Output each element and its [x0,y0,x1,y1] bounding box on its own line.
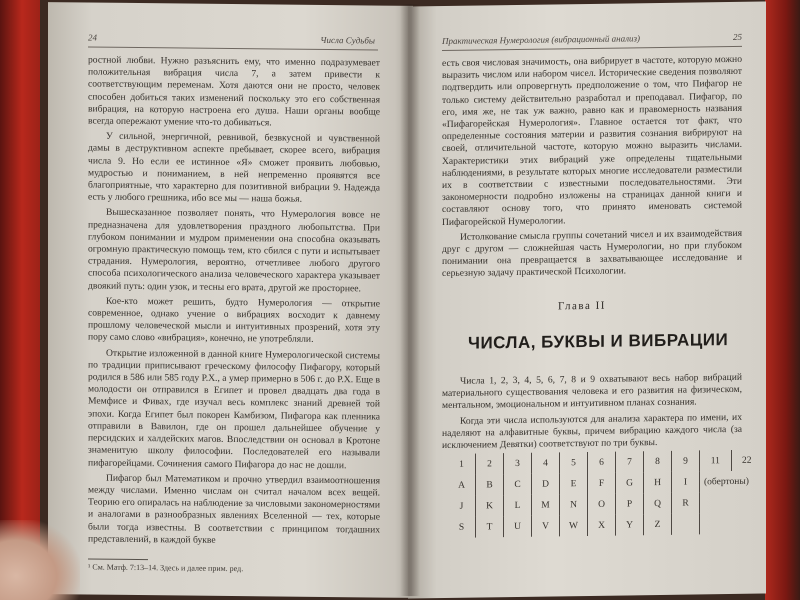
left-paragraph: Открытие изложенной в данной книге Нумерологической системы по традиции приписывают греческому философу Пифагору, который родился в 586 или 585 году Р.Х., а умер примерно в 506 г. до Р.Х. Еще в молодости он отправился в Египет и провел двадцать два года в Мемфисе и Фивах, где изучал весь комплекс знаний древней той эпохи. Когда Египет был покорен Камбизом, Пифагора как пленника отправили в Вавилон, где он прошел дальнейшее обучение у персидских и халдейских магов. Впоследствии он основал в Кротоне знаменитую школу философии. Последователей его называли пифагорейцами. Сочинения самого Пифагора до нас не дошли. [88,347,380,471]
table-row [448,513,762,538]
right-page-number: 25 [733,31,742,42]
right-header-rule [442,46,742,51]
table-cell: T [476,516,504,537]
footnote: ¹ См. Матф. 7:13–14. Здесь и далее прим. ред. [88,562,244,574]
table-cell: 6 [588,452,616,473]
table-cell: 22 [742,455,752,466]
right-paragraph: Когда эти числа используются для анализа характера по имени, их наделяют на алфавитные буквы, причем вибрацию каждого числа (за исключением Девятки) соответствуют по три буквы. [442,411,742,452]
table-cell: E [560,473,588,494]
table-cell: X [588,515,616,536]
table-cell: B [476,474,504,495]
table-cell: W [560,515,588,536]
left-paragraph: Кое-кто может решить, будто Нумерология — открытие современное, однако учение о вибрациях восходит к давнему прошлому человеческой мысли и интуитивных прозрений, хотя эту пору само слово «вибрация», конечно, не употребляли. [88,295,380,346]
book-gutter-shadow [400,4,420,596]
table-cell: 1 [448,454,476,475]
table-cell-empty [700,513,763,535]
table-cell: I [672,471,700,492]
left-paragraph: Вышесказанное позволяет понять, что Нумерология вовсе не предназначена для удовлетворения праздного любопытства. При глубоком понимании и мудром применении она способна оказывать огромную практическую помощь тем, кто сбился с пути и испытывает страдания. Нумерология, вероятно, отчетливее любого другого способа психологического анализа человеческого характера указывает двоякий путь: один узок, и тесны его врата, другой же просторнее. [88,207,380,295]
table-cell: V [532,515,560,536]
table-cell: G [616,472,644,493]
table-cell: D [532,473,560,494]
table-cell: F [588,473,616,494]
table-cell: Y [616,514,644,535]
table-cell: Z [644,514,672,535]
left-body-text [88,55,380,552]
table-cell: J [448,496,476,517]
table-cell: C [504,474,532,495]
thumb-holding-book [0,520,80,600]
table-cell-empty [700,492,763,514]
right-page [408,2,766,599]
right-paragraph: есть своя числовая значимость, она вибрирует в частоте, которую можно выразить числом или набором чисел. Исторические сведения позволяют подтвердить или опровергнуть предположение о том, что Пифагор не только систему действительно разработал и преподавал. Пифагор, по его, имя же, не так уж важно, равно как и правомерность названия «Пифагорейская Нумерология». Главное остается тот факт, что определенные состояния материи и развития сознания вибрируют на своей, отличительной частоте, которую можно выразить числами. Характеристики этих вибраций уже определены тщательными наблюдениями, в результате которых многие исследователи разместили их в соответствии с известными последовательностями. Эти закономерности подробно изложены на страницах данной книги и составляют основу того, что принято именовать системой Пифагорейской Нумерологии. [442,53,742,228]
table-cell: A [448,475,476,496]
table-cell: M [532,494,560,515]
right-running-head: Практическая Нумерология (вибрационный анализ) [442,33,641,47]
table-cell: H [644,472,672,493]
right-body-text-bottom [442,372,742,455]
table-cell: K [476,495,504,516]
table-cell: 9 [672,450,700,471]
book-cover-edge-left [0,0,40,600]
right-paragraph: Истолкование смысла группы сочетаний чисел и их взаимодействия друг с другом — сложнейшая часть Нумерологии, но при глубоком понимании она превращается в захватывающее исследование и серьезную задачу практической Психологии. [442,227,742,280]
table-cell: L [504,495,532,516]
table-cell: 2 [476,453,504,474]
table-cell: 5 [560,452,588,473]
table-cell: 8 [644,451,672,472]
table-cell: 11 [700,450,732,471]
table-cell: R [672,492,700,513]
table-cell: Q [644,493,672,514]
chapter-label: Глава II [558,299,606,313]
left-paragraph: У сильной, энергичной, ревнивой, безвкусной и чувственной дамы в деструктивном аспекте пребывает, скорее всего, вибрация числа 9. Но если ее истинное «Я» сможет проявить любовью, мудростью и пониманием, в ней непременно проявятся все благоприятные, что характерно для позитивной вибрации 9. Надежда есть у любого грешника, ибо все мы — наша божья. [88,130,380,205]
table-cell: 7 [616,451,644,472]
left-page [48,2,413,598]
left-paragraph: ростной любви. Нужно разъяснить ему, что именно подразумевает положительная вибрация числа 7, а затем привести к соответствующим переменам. Хотя даются они не просто, человек способен добиться таких изменений поскольку это его собственная вибрация, на которую настроена его душа. Наши органы вообще всегда опережают умение что-то добиваться. [88,54,380,129]
left-header-rule [88,47,378,51]
table-cell: S [448,517,476,538]
table-cell: P [616,493,644,514]
table-cell: O [588,494,616,515]
table-cell-empty [672,513,700,534]
table-cell: N [560,494,588,515]
table-cell: U [504,516,532,537]
footnote-rule [88,559,148,561]
right-body-text-top [442,54,742,284]
number-letter-table [448,450,762,538]
left-page-number: 24 [88,32,97,43]
table-cell: 3 [504,453,532,474]
left-paragraph: Пифагор был Математиком и прочно утвердил взаимоотношения между числами. Именно числам он считал началом всех вещей. Теорию его опиралась на наблюдение за числовыми закономерностями и аналогами в разнообразных явлениях Вселенной — тех, которые были тогда известны. В соответствии с принципом тогдашних представлений, в каждой букве [88,472,380,546]
chapter-title: ЧИСЛА, БУКВЫ И ВИБРАЦИИ [468,330,729,353]
right-paragraph: Числа 1, 2, 3, 4, 5, 6, 7, 8 и 9 охватывают весь набор вибраций материального существования человека и его развития на физическом, ментальном, эмоциональном и интуитивном планах сознания. [442,371,742,412]
book-cover-edge-right [765,0,800,600]
table-cell: (обертоны) [704,476,749,487]
table-cell: 4 [532,452,560,473]
open-book [48,4,766,596]
left-running-head: Числа Судьбы [320,34,375,46]
